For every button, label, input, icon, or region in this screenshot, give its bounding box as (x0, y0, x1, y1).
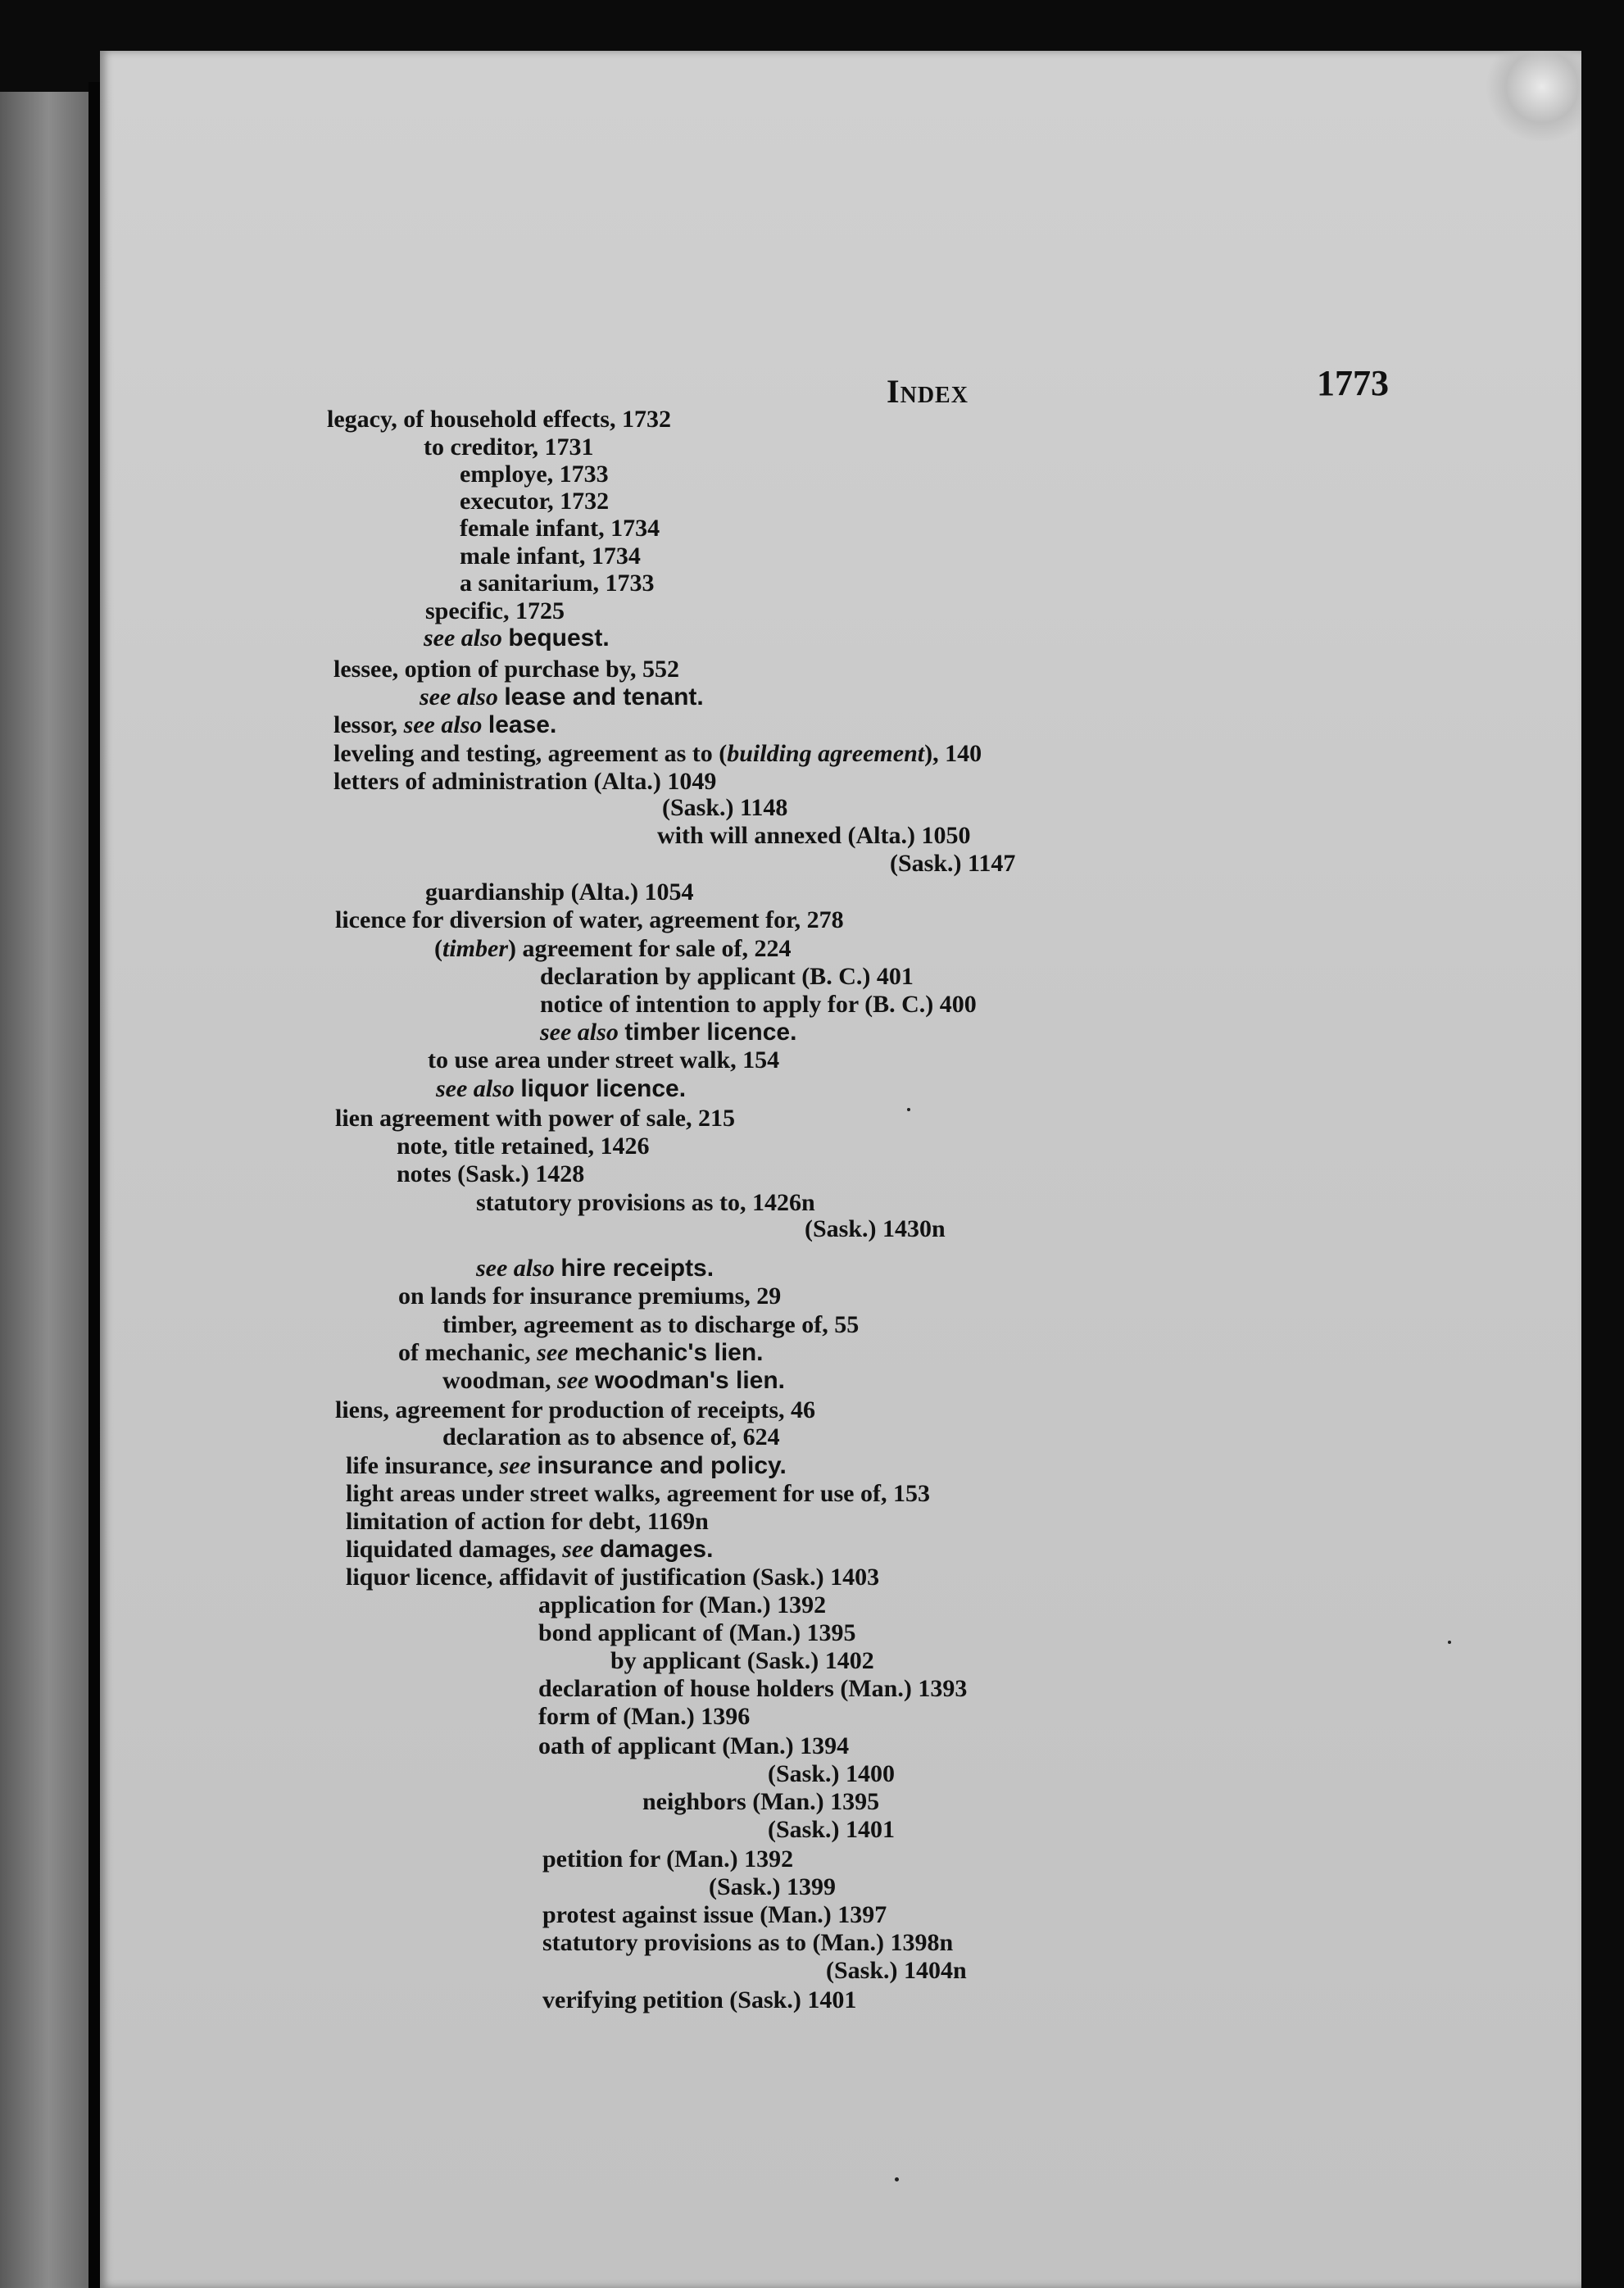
entry-text: petition for (Man.) 1392 (542, 1845, 794, 1873)
cross-reference: lease and tenant. (504, 683, 704, 710)
index-entry (333, 656, 679, 683)
index-entry (542, 1986, 856, 2014)
entry-text: limitation of action for debt, 1169n (346, 1508, 709, 1535)
index-entry (805, 1215, 946, 1243)
index-entry (540, 963, 914, 991)
facing-page-edge (0, 92, 88, 2288)
entry-text: letters of administration (Alta.) 1049 (333, 768, 717, 795)
see-also-marker: see (537, 1339, 574, 1366)
index-entry (346, 1564, 879, 1591)
print-speck (907, 1108, 910, 1111)
corner-blemish (1483, 51, 1581, 141)
see-also-marker: see also (403, 711, 488, 738)
entry-text: declaration of house holders (Man.) 1393 (538, 1675, 968, 1702)
index-entry (442, 1423, 780, 1451)
index-entry (335, 1105, 735, 1133)
entry-text: lessor, (333, 711, 404, 738)
entry-text: liens, agreement for production of receipts, 46 (335, 1396, 816, 1423)
entry-text: (Sask.) 1430n (805, 1215, 946, 1242)
index-entry (428, 1046, 779, 1074)
entry-text: (Sask.) 1399 (709, 1873, 837, 1900)
entry-text: form of (Man.) 1396 (538, 1703, 751, 1730)
index-entry (476, 1189, 815, 1217)
cross-reference: mechanic's lien. (574, 1339, 764, 1366)
entry-text: male infant, 1734 (460, 542, 641, 570)
index-entry (346, 1480, 930, 1508)
entry-text: notice of intention to apply for (B. C.) 400 (540, 991, 977, 1018)
cross-reference: liquor licence. (520, 1075, 687, 1102)
entry-text: executor, 1732 (460, 488, 610, 515)
entry-text: (Sask.) 1400 (768, 1760, 896, 1787)
entry-text: employe, 1733 (460, 461, 609, 488)
entry-text: note, title retained, 1426 (397, 1133, 650, 1160)
entry-text: with will annexed (Alta.) 1050 (657, 822, 971, 849)
entry-text: guardianship (Alta.) 1054 (425, 878, 694, 906)
index-entry (540, 1019, 796, 1046)
index-entry (346, 1536, 713, 1564)
entry-text: ) agreement for sale of, 224 (508, 935, 792, 962)
print-speck (1448, 1641, 1451, 1644)
cross-reference: bequest. (508, 624, 610, 651)
index-entry (442, 1367, 785, 1395)
entry-text: timber, agreement as to discharge of, 55 (442, 1311, 860, 1338)
entry-text: liquidated damages, (346, 1536, 563, 1563)
index-entry (610, 1647, 874, 1675)
entry-text: of mechanic, (398, 1339, 538, 1366)
entry-text: (Sask.) 1404n (826, 1957, 967, 1984)
entry-text: statutory provisions as to (Man.) 1398n (542, 1929, 954, 1956)
index-entry (540, 991, 977, 1019)
index-entry (327, 406, 671, 434)
book-gutter (88, 82, 100, 2288)
entry-text: specific, 1725 (425, 597, 565, 624)
entry-text: (Sask.) 1147 (890, 850, 1016, 877)
index-entry (657, 822, 971, 850)
index-entry (709, 1873, 836, 1901)
index-entry (346, 1452, 787, 1480)
index-entry (424, 434, 593, 461)
index-entry (642, 1788, 879, 1816)
index-entry (542, 1929, 953, 1957)
entry-text: declaration by applicant (B. C.) 401 (540, 963, 914, 990)
index-entry (768, 1760, 895, 1788)
cross-reference: lease. (488, 711, 557, 738)
index-entry (442, 1311, 859, 1339)
entry-text: (Sask.) 1401 (768, 1816, 896, 1843)
cross-reference: woodman's lien. (594, 1367, 786, 1394)
entry-text: verifying petition (Sask.) 1401 (542, 1986, 857, 2013)
index-entry (346, 1508, 709, 1536)
entry-text: bond applicant of (Man.) 1395 (538, 1619, 856, 1646)
index-entry (333, 768, 716, 796)
entry-text: lien agreement with power of sale, 215 (335, 1105, 735, 1132)
index-page (100, 51, 1581, 2288)
entry-text: on lands for insurance premiums, 29 (398, 1282, 782, 1310)
entry-text: lessee, option of purchase by, 552 (333, 656, 679, 683)
index-entry (424, 624, 610, 652)
entry-text: liquor licence, affidavit of justification (Sask.) 1403 (346, 1564, 880, 1591)
cross-reference: timber licence. (624, 1019, 797, 1046)
index-entry (460, 570, 655, 597)
page-number: 1773 (1317, 363, 1389, 403)
index-entry (538, 1675, 967, 1703)
entry-text: light areas under street walks, agreement for use of, 153 (346, 1480, 930, 1507)
entry-text: woodman, (442, 1367, 558, 1394)
print-speck (895, 2177, 899, 2181)
index-entry (460, 461, 609, 488)
entry-text: oath of applicant (Man.) 1394 (538, 1732, 850, 1759)
index-entry (476, 1255, 714, 1282)
see-also-marker: see also (424, 624, 509, 651)
entry-text: licence for diversion of water, agreement for, 278 (335, 906, 844, 933)
index-entry (420, 683, 704, 711)
entry-text: ( (434, 935, 442, 962)
index-entry (538, 1591, 826, 1619)
entry-text: by applicant (Sask.) 1402 (610, 1647, 874, 1674)
see-also-marker: see (499, 1452, 538, 1479)
entry-text: life insurance, (346, 1452, 500, 1479)
entry-text: a sanitarium, 1733 (460, 570, 655, 597)
running-header: Index (887, 373, 969, 410)
index-entry (398, 1339, 764, 1367)
index-entry (538, 1619, 856, 1647)
index-entry (397, 1160, 584, 1188)
see-also-marker: see also (436, 1075, 521, 1102)
index-entry (460, 515, 660, 542)
see-also-marker: see (557, 1367, 595, 1394)
entry-text: neighbors (Man.) 1395 (642, 1788, 880, 1815)
see-also-marker: see also (420, 683, 505, 710)
italic-qualifier: timber (442, 935, 508, 962)
index-entry (333, 711, 556, 739)
entry-text: protest against issue (Man.) 1397 (542, 1901, 887, 1928)
entry-text: ), 140 (924, 740, 982, 767)
index-entry (538, 1732, 849, 1760)
entry-text: legacy, of household effects, 1732 (327, 406, 671, 433)
index-entry (826, 1957, 967, 1985)
index-entry (335, 1396, 815, 1424)
index-entry (434, 935, 791, 963)
index-entry (335, 906, 844, 934)
cross-reference: insurance and policy. (537, 1452, 787, 1479)
index-entry (460, 542, 641, 570)
see-also-marker: see also (540, 1019, 625, 1046)
index-entry (542, 1901, 887, 1929)
see-also-marker: see also (476, 1255, 561, 1282)
index-entry (538, 1703, 750, 1731)
entry-text: leveling and testing, agreement as to ( (333, 740, 728, 767)
index-entry (397, 1133, 650, 1160)
index-entry (436, 1075, 686, 1103)
cross-reference: hire receipts. (560, 1255, 714, 1282)
entry-text: to creditor, 1731 (424, 434, 594, 461)
entry-text: application for (Man.) 1392 (538, 1591, 827, 1618)
index-entry (425, 597, 565, 625)
entry-text: to use area under street walk, 154 (428, 1046, 780, 1074)
italic-qualifier: building agreement (727, 740, 925, 767)
index-entry (890, 850, 1015, 878)
index-entry (662, 794, 787, 822)
entry-text: (Sask.) 1148 (662, 794, 788, 821)
index-entry (398, 1282, 781, 1310)
cross-reference: damages. (600, 1536, 714, 1563)
entry-text: female infant, 1734 (460, 515, 660, 542)
index-entry (425, 878, 694, 906)
index-entry (768, 1816, 895, 1844)
entry-text: notes (Sask.) 1428 (397, 1160, 585, 1187)
index-entry (460, 488, 609, 515)
entry-text: declaration as to absence of, 624 (442, 1423, 780, 1450)
see-also-marker: see (562, 1536, 601, 1563)
entry-text: statutory provisions as to, 1426n (476, 1189, 815, 1216)
index-entry (333, 740, 982, 768)
index-entry (542, 1845, 793, 1873)
